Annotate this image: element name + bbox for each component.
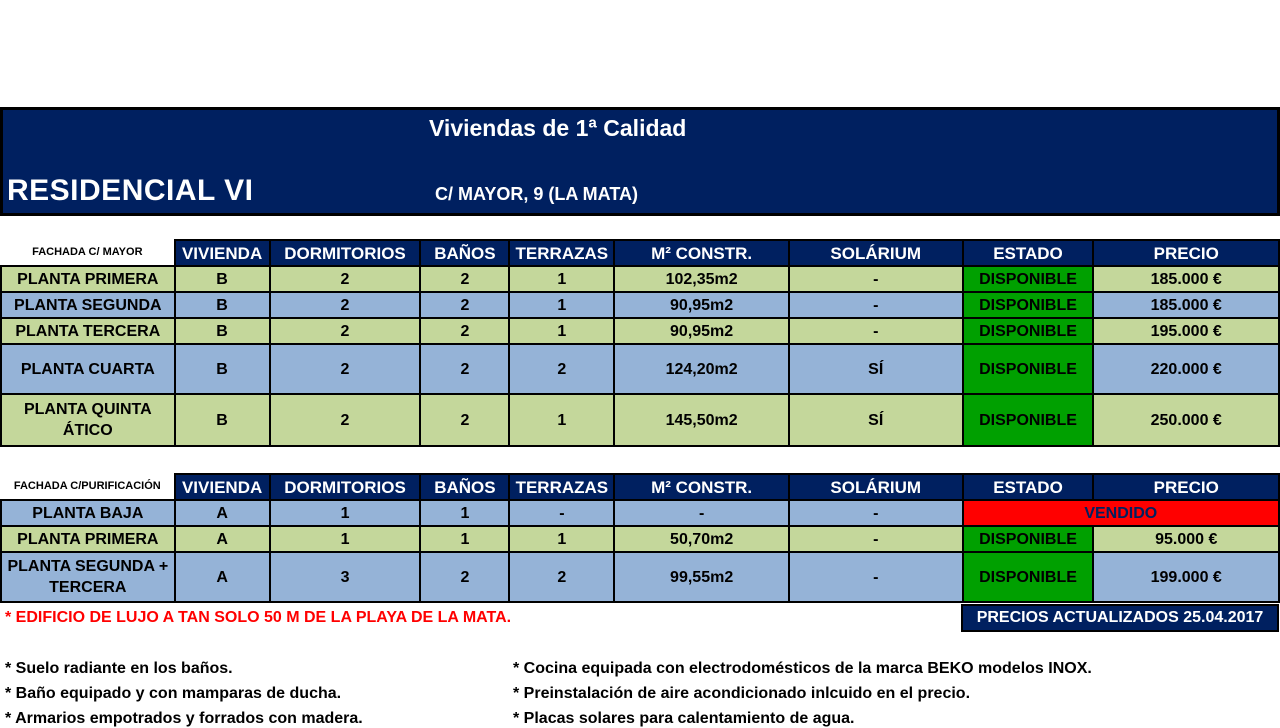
estado-cell: DISPONIBLE (963, 318, 1094, 344)
development-name: RESIDENCIAL VI (7, 174, 254, 207)
vivienda-cell: A (175, 526, 270, 552)
luxury-note: * EDIFICIO DE LUJO A TAN SOLO 50 M DE LA PLAYA DE LA MATA. (5, 609, 512, 626)
solarium-cell: - (789, 526, 963, 552)
planta-cell: PLANTA BAJA (1, 500, 175, 526)
planta-cell: PLANTA PRIMERA (1, 266, 175, 292)
banos-cell: 1 (420, 526, 509, 552)
estado-cell: DISPONIBLE (963, 344, 1094, 394)
planta-cell: PLANTA SEGUNDA + TERCERA (1, 552, 175, 602)
dormitorios-cell: 2 (270, 292, 421, 318)
banos-cell: 2 (420, 292, 509, 318)
dormitorios-cell: 2 (270, 318, 421, 344)
dormitorios-cell: 3 (270, 552, 421, 602)
feature-item: * Baño equipado y con mamparas de ducha. (5, 685, 342, 702)
table-row (1, 526, 1279, 552)
table-row (1, 318, 1279, 344)
vivienda-cell: B (175, 394, 270, 446)
planta-cell: PLANTA TERCERA (1, 318, 175, 344)
banos-cell: 2 (420, 394, 509, 446)
column-header: PRECIO (1093, 240, 1279, 266)
estado-cell: DISPONIBLE (963, 266, 1094, 292)
terrazas-cell: - (509, 500, 614, 526)
feature-item: * Suelo radiante en los baños. (5, 660, 233, 677)
column-header: DORMITORIOS (270, 474, 421, 500)
banos-cell: 2 (420, 266, 509, 292)
column-header: M² CONSTR. (614, 240, 789, 266)
feature-item: * Cocina equipada con electrodomésticos de la marca BEKO modelos INOX. (513, 660, 1092, 677)
facade-label: FACHADA C/ MAYOR (1, 240, 175, 266)
feature-item: * Preinstalación de aire acondicionado inlcuido en el precio. (513, 685, 971, 702)
column-header: TERRAZAS (509, 474, 614, 500)
dormitorios-cell: 2 (270, 344, 421, 394)
column-header: BAÑOS (420, 474, 509, 500)
price-update-badge: PRECIOS ACTUALIZADOS 25.04.2017 (961, 604, 1279, 632)
terrazas-cell: 1 (509, 292, 614, 318)
facade-label: FACHADA C/PURIFICACIÓN (1, 474, 175, 500)
terrazas-cell: 1 (509, 266, 614, 292)
column-header: SOLÁRIUM (789, 474, 963, 500)
feature-item: * Placas solares para calentamiento de agua. (513, 710, 855, 727)
table-row (1, 292, 1279, 318)
solarium-cell: - (789, 266, 963, 292)
header-banner (0, 107, 1280, 216)
solarium-cell: - (789, 552, 963, 602)
vivienda-cell: B (175, 292, 270, 318)
column-header: VIVIENDA (175, 474, 270, 500)
planta-cell: PLANTA PRIMERA (1, 526, 175, 552)
banner-subtitle: Viviendas de 1ª Calidad (429, 115, 687, 141)
vivienda-cell: A (175, 500, 270, 526)
solarium-cell: - (789, 500, 963, 526)
m2-cell: 124,20m2 (614, 344, 789, 394)
estado-cell: DISPONIBLE (963, 292, 1094, 318)
m2-cell: 145,50m2 (614, 394, 789, 446)
vivienda-cell: B (175, 266, 270, 292)
m2-cell: 90,95m2 (614, 318, 789, 344)
terrazas-cell: 2 (509, 552, 614, 602)
terrazas-cell: 2 (509, 344, 614, 394)
planta-cell: PLANTA SEGUNDA (1, 292, 175, 318)
column-header: VIVIENDA (175, 240, 270, 266)
terrazas-cell: 1 (509, 318, 614, 344)
precio-cell: 185.000 € (1093, 292, 1279, 318)
table-row (1, 266, 1279, 292)
table-fachada-mayor (0, 239, 1280, 447)
table-row (1, 552, 1279, 602)
dormitorios-cell: 2 (270, 266, 421, 292)
column-header: SOLÁRIUM (789, 240, 963, 266)
banos-cell: 1 (420, 500, 509, 526)
m2-cell: 90,95m2 (614, 292, 789, 318)
solarium-cell: - (789, 292, 963, 318)
solarium-cell: - (789, 318, 963, 344)
column-header: DORMITORIOS (270, 240, 421, 266)
table-row (1, 344, 1279, 394)
dormitorios-cell: 1 (270, 526, 421, 552)
solarium-cell: SÍ (789, 344, 963, 394)
planta-cell: PLANTA QUINTA ÁTICO (1, 394, 175, 446)
sold-status-cell: VENDIDO (963, 500, 1279, 526)
m2-cell: - (614, 500, 789, 526)
column-header: ESTADO (963, 474, 1094, 500)
m2-cell: 102,35m2 (614, 266, 789, 292)
vivienda-cell: B (175, 344, 270, 394)
precio-cell: 199.000 € (1093, 552, 1279, 602)
precio-cell: 220.000 € (1093, 344, 1279, 394)
estado-cell: DISPONIBLE (963, 526, 1094, 552)
column-header: BAÑOS (420, 240, 509, 266)
column-header: ESTADO (963, 240, 1094, 266)
vivienda-cell: A (175, 552, 270, 602)
table-fachada-purificacion (0, 473, 1280, 603)
column-header: M² CONSTR. (614, 474, 789, 500)
estado-cell: DISPONIBLE (963, 394, 1094, 446)
banos-cell: 2 (420, 318, 509, 344)
planta-cell: PLANTA CUARTA (1, 344, 175, 394)
feature-item: * Armarios empotrados y forrados con madera. (5, 710, 363, 727)
table-row (1, 394, 1279, 446)
precio-cell: 250.000 € (1093, 394, 1279, 446)
banos-cell: 2 (420, 344, 509, 394)
vivienda-cell: B (175, 318, 270, 344)
m2-cell: 50,70m2 (614, 526, 789, 552)
dormitorios-cell: 1 (270, 500, 421, 526)
precio-cell: 95.000 € (1093, 526, 1279, 552)
terrazas-cell: 1 (509, 394, 614, 446)
development-address: C/ MAYOR, 9 (LA MATA) (435, 184, 638, 204)
solarium-cell: SÍ (789, 394, 963, 446)
estado-cell: DISPONIBLE (963, 552, 1094, 602)
column-header: TERRAZAS (509, 240, 614, 266)
terrazas-cell: 1 (509, 526, 614, 552)
precio-cell: 195.000 € (1093, 318, 1279, 344)
m2-cell: 99,55m2 (614, 552, 789, 602)
dormitorios-cell: 2 (270, 394, 421, 446)
table-row (1, 500, 1279, 526)
banos-cell: 2 (420, 552, 509, 602)
column-header: PRECIO (1093, 474, 1279, 500)
precio-cell: 185.000 € (1093, 266, 1279, 292)
